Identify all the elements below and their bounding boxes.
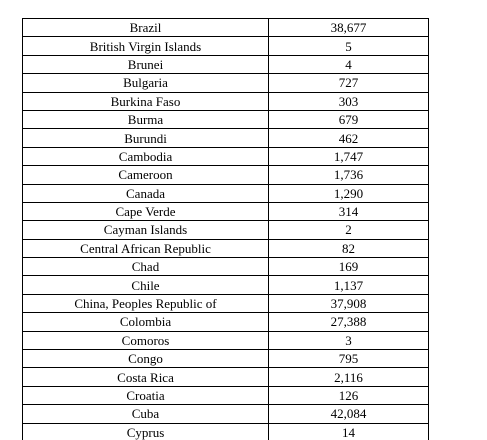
- country-value-cell: 2,116: [269, 368, 429, 386]
- table-row: [23, 129, 429, 147]
- table-row: [23, 386, 429, 404]
- country-name-cell: Burundi: [23, 129, 269, 147]
- country-name-cell: Burma: [23, 110, 269, 128]
- country-name-cell: Cyprus: [23, 423, 269, 440]
- country-value-cell: 4: [269, 55, 429, 73]
- country-value-cell: 37,908: [269, 294, 429, 312]
- country-value-cell: 82: [269, 239, 429, 257]
- country-name-cell: Chile: [23, 276, 269, 294]
- table-row: [23, 147, 429, 165]
- table-row: [23, 294, 429, 312]
- country-name-cell: China, Peoples Republic of: [23, 294, 269, 312]
- country-name-cell: Bulgaria: [23, 74, 269, 92]
- country-name-cell: Cambodia: [23, 147, 269, 165]
- country-value-cell: 314: [269, 202, 429, 220]
- country-data-table: [22, 18, 429, 440]
- table-row: [23, 239, 429, 257]
- country-name-cell: Cameroon: [23, 166, 269, 184]
- country-name-cell: Chad: [23, 258, 269, 276]
- table-row: [23, 92, 429, 110]
- table-row: [23, 258, 429, 276]
- table-body: [23, 19, 429, 440]
- country-value-cell: 1,736: [269, 166, 429, 184]
- table-row: [23, 184, 429, 202]
- table-row: [23, 423, 429, 440]
- country-value-cell: 679: [269, 110, 429, 128]
- country-name-cell: Cuba: [23, 405, 269, 423]
- table-row: [23, 368, 429, 386]
- country-value-cell: 795: [269, 350, 429, 368]
- table-row: [23, 276, 429, 294]
- country-name-cell: Cape Verde: [23, 202, 269, 220]
- table-row: [23, 74, 429, 92]
- country-value-cell: 1,747: [269, 147, 429, 165]
- country-name-cell: Central African Republic: [23, 239, 269, 257]
- table-row: [23, 221, 429, 239]
- country-value-cell: 126: [269, 386, 429, 404]
- table-row: [23, 350, 429, 368]
- country-value-cell: 38,677: [269, 19, 429, 37]
- country-name-cell: Brunei: [23, 55, 269, 73]
- country-name-cell: Costa Rica: [23, 368, 269, 386]
- country-value-cell: 42,084: [269, 405, 429, 423]
- country-value-cell: 14: [269, 423, 429, 440]
- country-value-cell: 3: [269, 331, 429, 349]
- country-value-cell: 1,290: [269, 184, 429, 202]
- country-value-cell: 462: [269, 129, 429, 147]
- table-row: [23, 55, 429, 73]
- country-name-cell: Burkina Faso: [23, 92, 269, 110]
- country-value-cell: 169: [269, 258, 429, 276]
- country-name-cell: Comoros: [23, 331, 269, 349]
- table-row: [23, 37, 429, 55]
- table-row: [23, 19, 429, 37]
- country-value-cell: 5: [269, 37, 429, 55]
- table-row: [23, 166, 429, 184]
- country-value-cell: 303: [269, 92, 429, 110]
- country-name-cell: Brazil: [23, 19, 269, 37]
- table-row: [23, 331, 429, 349]
- table-row: [23, 405, 429, 423]
- country-value-cell: 27,388: [269, 313, 429, 331]
- country-value-cell: 2: [269, 221, 429, 239]
- country-value-cell: 727: [269, 74, 429, 92]
- table-row: [23, 202, 429, 220]
- country-name-cell: Colombia: [23, 313, 269, 331]
- country-name-cell: British Virgin Islands: [23, 37, 269, 55]
- country-value-cell: 1,137: [269, 276, 429, 294]
- country-name-cell: Congo: [23, 350, 269, 368]
- country-name-cell: Cayman Islands: [23, 221, 269, 239]
- country-name-cell: Croatia: [23, 386, 269, 404]
- table-row: [23, 313, 429, 331]
- country-name-cell: Canada: [23, 184, 269, 202]
- table-row: [23, 110, 429, 128]
